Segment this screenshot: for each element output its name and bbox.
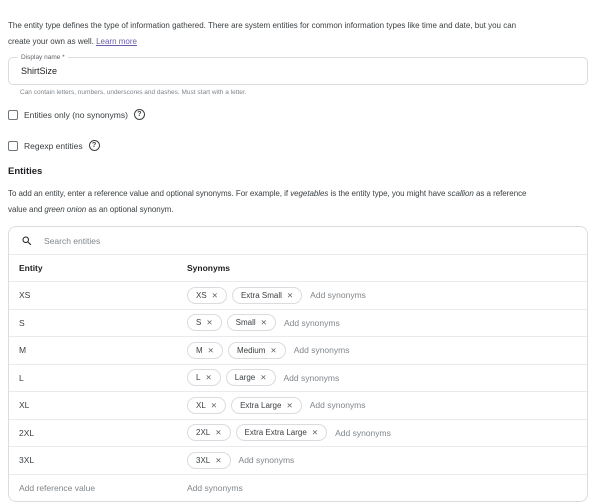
add-entity-row <box>9 474 587 502</box>
remove-synonym-icon[interactable]: ✕ <box>311 428 319 438</box>
synonym-chip[interactable]: L ✕ <box>187 369 221 386</box>
remove-synonym-icon[interactable]: ✕ <box>205 373 212 383</box>
help-icon[interactable]: ? <box>134 109 145 120</box>
learn-more-link[interactable]: Learn more <box>96 36 137 46</box>
entities-only-checkbox[interactable] <box>8 110 18 120</box>
synonym-chip[interactable]: M ✕ <box>187 342 223 359</box>
remove-synonym-icon[interactable]: ✕ <box>260 373 267 383</box>
search-row <box>9 227 587 254</box>
synonyms-column-header: Synonyms <box>187 263 230 273</box>
remove-synonym-icon[interactable]: ✕ <box>270 345 277 355</box>
remove-synonym-icon[interactable]: ✕ <box>215 428 222 438</box>
display-name-label: Display name * <box>18 54 68 62</box>
regexp-entities-checkbox[interactable] <box>8 141 18 151</box>
remove-synonym-icon[interactable]: ✕ <box>210 400 218 410</box>
add-synonyms-input[interactable]: Add synonyms <box>309 400 366 411</box>
entity-column-header: Entity <box>19 263 43 273</box>
add-synonyms-input[interactable]: Add synonyms <box>310 290 366 301</box>
add-synonyms-input[interactable]: Add synonyms <box>283 372 340 383</box>
add-reference-value-input[interactable]: Add reference value <box>19 482 96 493</box>
entity-value[interactable]: 2XL <box>19 427 35 438</box>
entity-value[interactable]: L <box>19 372 24 383</box>
add-synonyms-input[interactable]: Add synonyms <box>187 482 243 493</box>
entities-description: To add an entity, enter a reference value and optional synonyms. For example, if vegetables is the entity type, you might have scallion as a reference value and green onion as an optional synonym. <box>8 189 527 214</box>
table-row <box>9 309 587 337</box>
intro-paragraph <box>8 18 588 49</box>
table-header <box>9 254 587 281</box>
entities-only-label: Entities only (no synonyms) <box>24 109 128 120</box>
regexp-entities-label: Regexp entities <box>24 140 83 151</box>
remove-synonym-icon[interactable]: ✕ <box>286 290 294 300</box>
regexp-entities-option <box>8 140 588 151</box>
remove-synonym-icon[interactable]: ✕ <box>260 318 267 328</box>
synonym-chip[interactable]: XS ✕ <box>187 287 227 304</box>
synonym-chip[interactable]: S ✕ <box>187 314 222 331</box>
synonym-chip[interactable]: Medium ✕ <box>228 342 286 359</box>
remove-synonym-icon[interactable]: ✕ <box>206 318 213 328</box>
entities-table <box>8 226 588 502</box>
synonym-chip[interactable]: Small ✕ <box>227 314 276 331</box>
synonym-chip[interactable]: XL ✕ <box>187 397 226 414</box>
remove-synonym-icon[interactable]: ✕ <box>215 455 222 465</box>
search-icon <box>21 235 33 247</box>
intro-line-1: The entity type defines the type of information gathered. There are system entities for common information types like time and date, but you can <box>8 21 517 30</box>
search-input[interactable] <box>42 235 442 247</box>
entities-section-heading: Entities <box>8 166 43 177</box>
synonym-chip[interactable]: Extra Extra Large ✕ <box>236 424 328 441</box>
remove-synonym-icon[interactable]: ✕ <box>286 400 293 410</box>
synonym-chip[interactable]: 3XL ✕ <box>187 452 231 469</box>
add-synonyms-input[interactable]: Add synonyms <box>335 427 391 438</box>
table-row <box>9 281 587 309</box>
display-name-field[interactable] <box>8 54 588 85</box>
remove-synonym-icon[interactable]: ✕ <box>207 345 214 355</box>
display-name-value[interactable]: ShirtSize <box>21 66 58 76</box>
synonym-chip[interactable]: Extra Large ✕ <box>231 397 302 414</box>
table-row <box>9 446 587 474</box>
entities-only-option <box>8 109 588 120</box>
add-synonyms-input[interactable]: Add synonyms <box>283 317 340 328</box>
synonym-chip[interactable]: 2XL ✕ <box>187 424 231 441</box>
entity-value[interactable]: XL <box>19 400 30 411</box>
entity-value[interactable]: M <box>19 345 27 356</box>
table-row <box>9 364 587 392</box>
table-row <box>9 391 587 419</box>
synonym-chip[interactable]: Extra Small ✕ <box>232 287 302 304</box>
entity-value[interactable]: XS <box>19 290 31 301</box>
synonym-chip[interactable]: Large ✕ <box>226 369 276 386</box>
add-synonyms-input[interactable]: Add synonyms <box>238 455 295 466</box>
add-synonyms-input[interactable]: Add synonyms <box>293 345 350 356</box>
table-row <box>9 336 587 364</box>
display-name-helper-text: Can contain letters, numbers, underscores and dashes. Must start with a letter. <box>20 89 247 96</box>
table-row <box>9 419 587 447</box>
help-icon[interactable]: ? <box>89 140 100 151</box>
entity-value[interactable]: 3XL <box>19 455 35 466</box>
entity-value[interactable]: S <box>19 317 25 328</box>
remove-synonym-icon[interactable]: ✕ <box>211 290 218 300</box>
intro-line-2: create your own as well. Learn more <box>8 36 137 46</box>
